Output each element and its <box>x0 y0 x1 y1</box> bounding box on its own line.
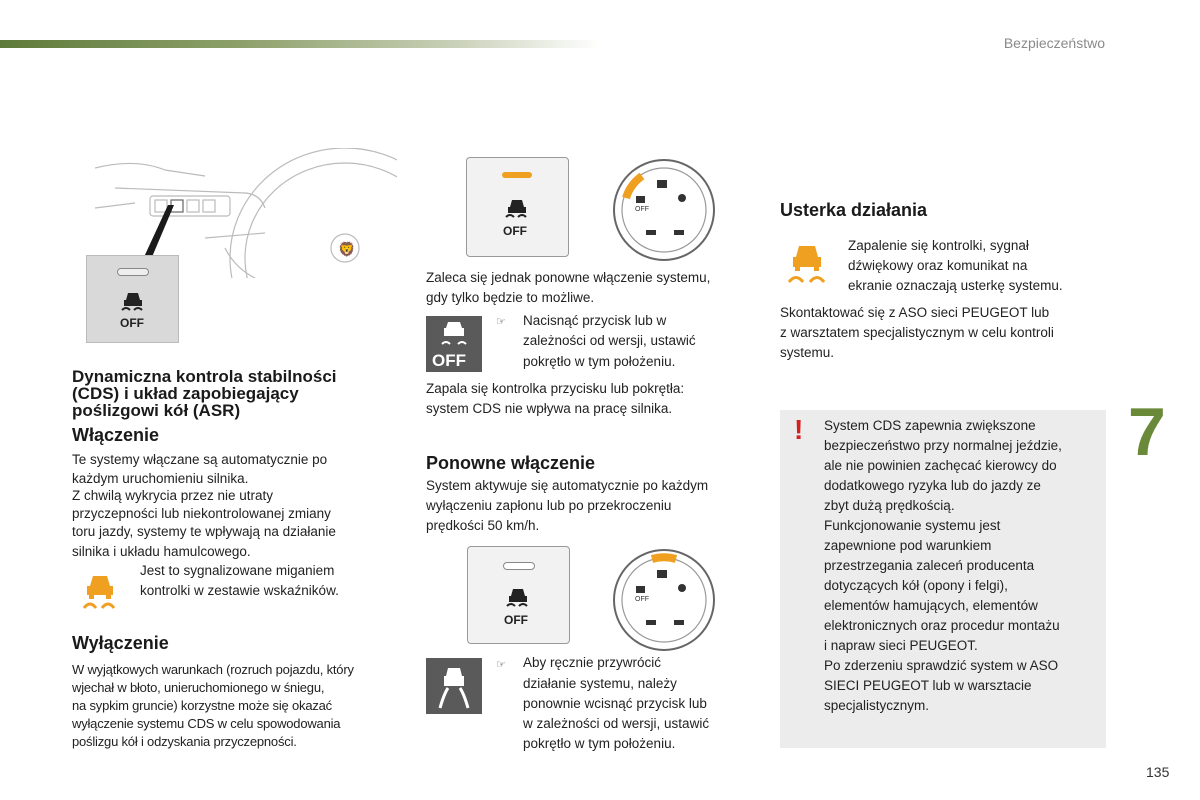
off-heading: Wyłączenie <box>72 633 169 653</box>
main-title-line-1: Dynamiczna kontrola stabilności <box>72 367 337 386</box>
on-paragraph-line: każdym uruchomieniu silnika. <box>72 471 249 486</box>
fault-line: ekranie oznaczają usterkę systemu. <box>848 278 1063 293</box>
warning-line: specjalistycznym. <box>824 698 930 713</box>
rotary-knob-on-position[interactable] <box>612 548 716 652</box>
fault-line: dźwiękowy oraz komunikat na <box>848 258 1028 273</box>
step1-line: Nacisnąć przycisk lub w <box>523 313 667 328</box>
page-number: 135 <box>1146 764 1170 780</box>
header-gradient-bar <box>0 40 600 48</box>
fault-line: Zapalenie się kontrolki, sygnał <box>848 238 1029 253</box>
cds-off-icon <box>504 197 530 219</box>
cds-off-icon <box>426 316 482 372</box>
recommend-line: gdy tylko będzie to możliwe. <box>426 290 595 305</box>
step1-line: pokrętło w tym położeniu. <box>523 354 676 369</box>
alert-icon: ! <box>794 414 804 445</box>
cds-off-dark-tile <box>426 316 482 372</box>
orange-lamp <box>502 172 532 178</box>
warning-line: zapewnione pod warunkiem <box>824 538 992 553</box>
svg-text:OFF: OFF <box>432 351 466 370</box>
step2-line: ponownie wcisnąć przycisk lub <box>523 696 707 711</box>
main-title-line-3: poślizgowi kół (ASR) <box>72 401 241 420</box>
blink-text-line: kontrolki w zestawie wskaźników. <box>140 583 339 598</box>
recommend-line: Zaleca się jednak ponowne włączenie systemu, <box>426 270 711 285</box>
reactivation-line: prędkości 50 km/h. <box>426 518 540 533</box>
fault-heading: Usterka działania <box>780 200 928 220</box>
off-paragraph-line: poślizgu kół i odzyskania przyczepności. <box>72 734 297 749</box>
section-title: Bezpieczeństwo <box>1003 35 1105 51</box>
off-paragraph-line: W wyjątkowych warunkach (rozruch pojazdu, który <box>72 662 354 677</box>
reactivation-line: System aktywuje się automatycznie po każdym <box>426 478 709 493</box>
off-paragraph-line: na sypkim gruncie) korzystne może się okazać <box>72 698 332 713</box>
indicator-lamp <box>117 268 149 276</box>
warning-line: ale nie powinien zachęcać kierowcy do <box>824 458 1057 473</box>
warning-line: dotyczących kół (opony i felgi), <box>824 578 1008 593</box>
contact-line: z warsztatem specjalistycznym w celu kontroli <box>780 325 1054 340</box>
step2-line: w zależności od wersji, ustawić <box>523 716 710 731</box>
off-label: OFF <box>504 613 528 627</box>
blink-text-line: Jest to sygnalizowane miganiem <box>140 563 335 578</box>
off-paragraph-line: wyłączenie systemu CDS w celu spowodowania <box>72 716 341 731</box>
step2-line: Aby ręcznie przywrócić <box>523 655 662 670</box>
chapter-number: 7 <box>1128 394 1166 470</box>
on-paragraph-line: przyczepności lub niekontrolowanej zmiany <box>72 506 331 521</box>
warning-line: dodatkowego ryzyka lub do jazdy ze <box>824 478 1041 493</box>
on-paragraph-line: silnika i układu hamulcowego. <box>72 544 251 559</box>
off-paragraph-line: wjechał w błoto, unieruchomionego w śniegu, <box>72 680 325 695</box>
svg-text:🦁: 🦁 <box>338 241 356 257</box>
skid-warning-icon <box>783 240 831 288</box>
warning-line: Funkcjonowanie systemu jest <box>824 518 1001 533</box>
contact-line: systemu. <box>780 345 835 360</box>
step2-line: pokrętło w tym położeniu. <box>523 736 676 751</box>
rotary-knob-off-position[interactable] <box>612 158 716 262</box>
bullet-icon: ☞ <box>496 659 506 671</box>
cds-on-dark-tile <box>426 658 482 714</box>
skid-warning-icon <box>78 570 122 614</box>
cds-off-icon <box>505 586 531 608</box>
warning-line: przestrzegania zaleceń producenta <box>824 558 1035 573</box>
indicator-lamp <box>503 562 535 570</box>
bullet-icon: ☞ <box>496 316 506 328</box>
warning-text <box>824 416 1062 716</box>
step2-line: działanie systemu, należy <box>523 676 677 691</box>
warning-line: bezpieczeństwo przy normalnej jeździe, <box>824 438 1062 453</box>
off-label: OFF <box>120 316 144 330</box>
svg-text:OFF: OFF <box>635 206 649 213</box>
reactivation-line: wyłączeniu zapłonu lub po przekroczeniu <box>426 498 672 513</box>
warning-line: i napraw sieci PEUGEOT. <box>824 638 978 653</box>
warning-line: SIECI PEUGEOT lub w warsztacie <box>824 678 1032 693</box>
on-paragraph-line: toru jazdy, systemy te wpływają na działanie <box>72 524 336 539</box>
reactivation-heading: Ponowne włączenie <box>426 453 596 473</box>
warning-box <box>780 410 1106 748</box>
contact-line: Skontaktować się z ASO sieci PEUGEOT lub <box>780 305 1050 320</box>
svg-text:OFF: OFF <box>635 596 649 603</box>
warning-line: zbyt dużą prędkością. <box>824 498 955 513</box>
step1-line: zależności od wersji, ustawić <box>523 333 696 348</box>
road-icon <box>426 658 482 714</box>
warning-line: elektronicznych oraz procedur montażu <box>824 618 1060 633</box>
main-title-line-2: (CDS) i układ zapobiegający <box>72 384 299 403</box>
cds-off-icon[interactable] <box>120 290 146 312</box>
lit-line: system CDS nie wpływa na pracę silnika. <box>426 401 673 416</box>
warning-line: Po zderzeniu sprawdzić system w ASO <box>824 658 1059 673</box>
on-paragraph-line: Z chwilą wykrycia przez nie utraty <box>72 488 274 503</box>
on-paragraph-line: Te systemy włączane są automatycznie po <box>72 452 328 467</box>
off-label: OFF <box>503 224 527 238</box>
warning-line: elementów hamujących, elementów <box>824 598 1038 613</box>
lit-line: Zapala się kontrolka przycisku lub pokrętła: <box>426 381 685 396</box>
on-heading: Włączenie <box>72 425 160 445</box>
warning-line: System CDS zapewnia zwiększone <box>824 418 1036 433</box>
